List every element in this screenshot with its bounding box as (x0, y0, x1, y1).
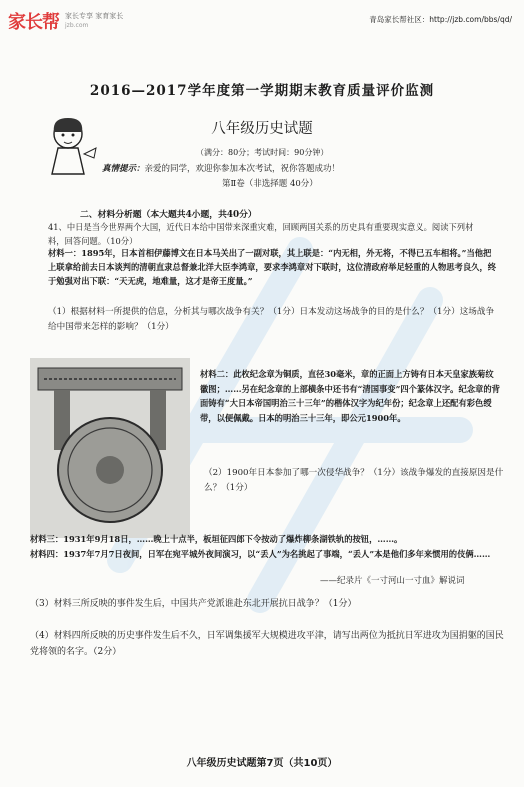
question-2: （2）1900年日本参加了哪一次侵华战争？（1分）该战争爆发的直接原因是什么？（1分） (204, 468, 504, 493)
exam-greeting (102, 162, 340, 174)
greeting-text: 亲爱的同学，欢迎你参加本次考试，祝你答题成功！ (144, 164, 341, 174)
exam-title: 2016—2017学年度第一学期期末教育质量评价监测 (89, 83, 435, 99)
material-4: 材料四：1937年7月7日夜间，日军在宛平城外夜间演习，以“丢人”为名挑起了事端，“丢人”本是他们多年来惯用的伎俩…… (30, 549, 491, 559)
page-footer: 八年级历史试题第7页（共10页） (186, 758, 338, 769)
section-heading: 二、材料分析题（本大题共4小题，共40分） (80, 210, 257, 220)
question-3: （3）材料三所反映的事件发生后，中国共产党派谁赴东北开展抗日战争？（1分） (30, 599, 357, 609)
question-41-intro: 41、中日是当今世界两个大国，近代日本给中国带来深重灾难，回顾两国关系的历史具有重要现实意义。阅读下列材料，回答问题。（10分） (48, 222, 474, 246)
materials-3-4 (30, 532, 500, 562)
exam-meta: （满分：80分；考试时间：90分钟） (196, 148, 329, 157)
site-logo[interactable] (8, 8, 123, 34)
logo-text: 家长帮 (8, 12, 59, 33)
logo-side (65, 11, 123, 31)
greeting-label: 真情提示： (102, 164, 145, 174)
material-1: 材料一：1895年，日本首相伊藤博文在日本马关出了一副对联，其上联是：“内无相，外无将，不得已五车相将。”当他把上联拿给前去日本谈判的清朝直隶总督兼北洋大臣李鸿章，要求李鸿章对下联时，这位清政府举足轻重的人物思考良久，终于勉强对出下联：“天无虎，地难量，这才是帝王度量。” (48, 248, 497, 286)
question-1: （1）根据材料一所提供的信息，分析其与哪次战争有关？（1分）日本发动这场战争的目的是什么？（1分）这场战争给中国带来怎样的影响？（1分） (48, 307, 495, 332)
question-4: （4）材料四所反映的历史事件发生后不久，日军调集援军大规模进攻平津，请写出两位为抵抗日军进攻为国捐躯的国民党将领的名字。（2分） (30, 631, 504, 657)
community-link[interactable]: 青岛家长帮社区：http://jzb.com/bbs/qd/ (369, 15, 512, 24)
material-source: ——纪录片《一寸河山一寸血》解说词 (320, 576, 465, 586)
material-3: 材料三：1931年9月18日，……晚上十点半，板垣征四郎下令按动了爆炸柳条湖铁轨的按钮，……。 (30, 534, 403, 544)
commemorative-medal-image (30, 358, 190, 538)
material-2: 材料二：此枚纪念章为铜质，直径30毫米，章的正面上方铸有日本天皇家族菊纹徽图；……另在纪念章的上部横条中还书有“清国事变”四个篆体汉字。纪念章的背面铸有“大日本帝国明治三十三年”的楷体汉字为纪年份；纪念章上还配有彩色绶带，以便佩戴。日本的明治三十三年，即公元1900年。 (200, 369, 500, 423)
exam-subtitle: 八年级历史试题 (211, 121, 313, 137)
logo-slogan: 家长专享 家育家长 (65, 12, 124, 20)
logo-site: jzb.com (65, 22, 89, 29)
volume-heading: 第Ⅱ卷（非选择题 40分） (222, 179, 318, 189)
